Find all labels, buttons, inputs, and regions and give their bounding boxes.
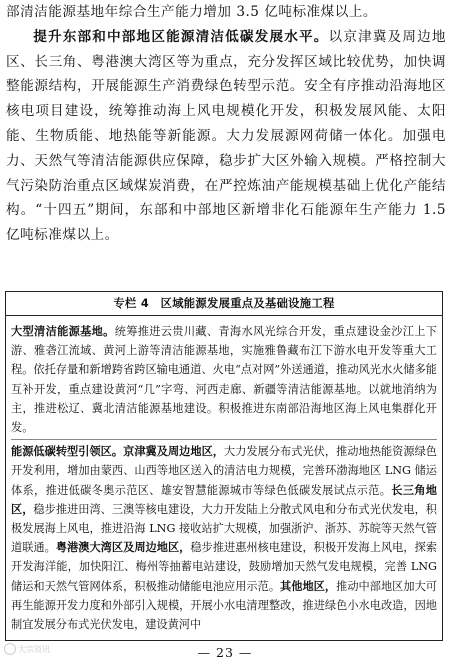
box-sub-yuegangao-head: 粤港澳大湾区及周边地区，	[55, 540, 191, 555]
paragraph-2-text: 以京津冀及周边地区、长三角、粤港澳大湾区等为重点，充分发挥区域比较优势，加快调整能源结构，开展能源生产消费绿色转型示范。安全有序推动沿海地区核电项目建设，统筹推动海上风电规模化开发，积极发展风能、太阳能、生物质能、地热能等新能源。大力发展源网荷储一体化。加强电力、天然气等清洁能源供应保障，稳步扩大区外输入规模。严格控制大气污染防治重点区域煤炭消费，在严控炼油产能规模基础上优化产能结构。“十四五”期间，东部和中部地区新增非化石能源年生产能力 1.5 亿吨标准煤以上。	[6, 28, 447, 244]
box-sub-jingjinji-text: 大力发展分布式光伏，推动地热能资源绿色开发利用，增加由蒙西、山西等地区送入的清洁电力规模，完善环渤海地区 LNG 储运体系，推进低碳冬奥示范区、雄安智慧能源城市等绿色低碳发展试点示范。	[11, 445, 437, 497]
box-section-1	[11, 322, 437, 437]
box-section-1-text: 统筹推进云贵川藏、青海水风光综合开发，重点建设金沙江上下游、雅砻江流域、黄河上游等清洁能源基地，实施雅鲁藏布江下游水电开发等重大工程。依托存量和新增跨省跨区输电通道、火电“点对网”外送通道，推动风光水火储多能互补开发，重点建设黄河“几”字弯、河西走廊、新疆等清洁能源基地。以就地消纳为主，推进松辽、冀北清洁能源基地建设。积极推进东南部沿海地区海上风电集群化开发。	[11, 325, 437, 435]
top-line: 部清洁能源基地年综合生产能力增加 3.5 亿吨标准煤以上。	[6, 4, 378, 20]
box-sub-other-text: 推动中部地区加大可再生能源开发力度和外部引入规模，开展小水电清理整改，推进绿色小水电改造，因地制宜发展分布式光伏发电，建设黄河中	[11, 579, 437, 632]
paragraph-2-lead: 提升东部和中部地区能源清洁低碳发展水平。	[33, 28, 329, 45]
paragraph-2	[6, 25, 446, 248]
box-section-2	[11, 442, 437, 634]
box-sub-yuegangao-text: 稳步推进惠州核电建设，积极开发海上风电，探索开发海洋能，加快阳江、梅州等抽蓄电站建设，鼓励增加天然气发电规模，完善 LNG 储运和天然气管网体系，积极推动储能电池应用示范。	[11, 541, 437, 593]
box-section-1-head: 大型清洁能源基地。	[11, 324, 115, 338]
watermark-text: 大宗资讯	[18, 644, 50, 654]
column-box-body	[6, 316, 442, 634]
box-section-2-head: 能源低碳转型引领区。	[11, 444, 124, 459]
box-divider	[11, 439, 437, 440]
box-sub-changsanjiao-head: 长三角地区，	[11, 482, 437, 516]
column-box-title: 专栏 4 区域能源发展重点及基础设施工程	[6, 292, 442, 316]
box-sub-changsanjiao-text: 稳步推进田湾、三澳等核电建设，大力开发陆上分散式风电和分布式光伏发电，积极发展海上风电，推进沿海 LNG 接收站扩大规模，加强浙沪、浙苏、苏皖等天然气管道联通。	[11, 502, 437, 555]
page-number: — 23 —	[197, 645, 253, 660]
body-text	[6, 0, 446, 248]
box-sub-other-head: 其他地区，	[280, 578, 337, 593]
column-box	[5, 291, 443, 641]
box-sub-jingjinji-head: 京津冀及周边地区，	[123, 444, 224, 459]
